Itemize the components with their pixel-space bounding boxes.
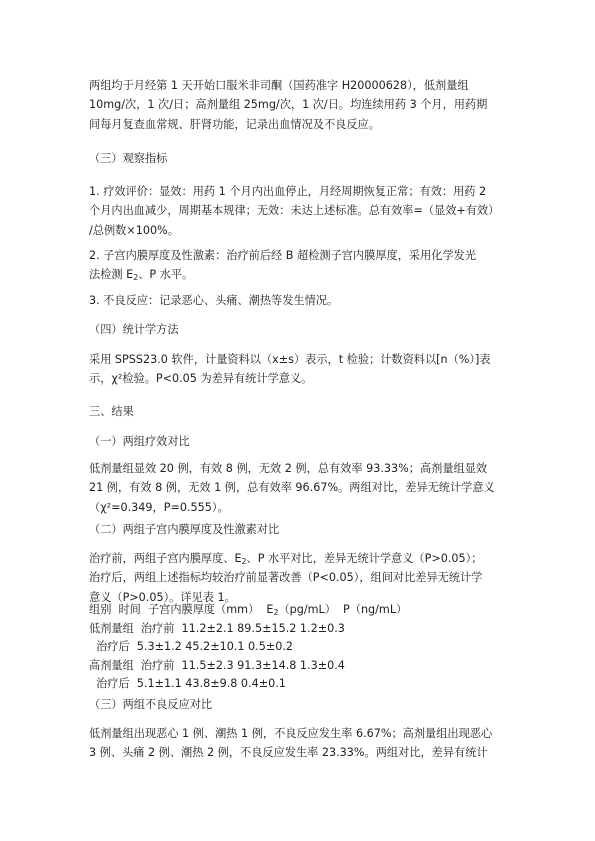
text-segment: 、P 水平。 (138, 268, 194, 282)
subscript: 2 (241, 556, 247, 566)
table-row: 高剂量组 治疗前 11.5±2.3 91.3±14.8 1.3±0.4 (89, 658, 345, 672)
text-line: 低剂量组显效 20 例，有效 8 例，无效 2 例，总有效率 93.33%；高剂量组显效 (89, 462, 488, 475)
table-row: 低剂量组 治疗前 11.2±2.1 89.5±15.2 1.2±0.3 (89, 621, 345, 635)
text-line: （χ²=0.349，P=0.555）。 (89, 500, 229, 514)
paragraph-medication (89, 76, 514, 134)
heading-adverse: （三）两组不良反应对比 (89, 698, 213, 711)
paragraph-endometrium-method (89, 246, 514, 285)
text-line: 示，χ²检验。P<0.05 为差异有统计学意义。 (89, 372, 313, 386)
text-segment: 治疗前，两组子宫内膜厚度、E (89, 552, 242, 565)
text-line: 两组均于月经第 1 天开始口服米非司酮（国药准字 H20000628），低剂量组 (89, 79, 469, 92)
text-line: 采用 SPSS23.0 软件，计量资料以（x±s）表示，t 检验；计数资料以[n（%）]表 (89, 353, 491, 366)
table-row: 治疗后 5.3±1.2 45.2±10.1 0.5±0.2 (89, 640, 294, 654)
text-line: 间每月复查血常规、肝肾功能，记录出血情况及不良反应。 (89, 117, 380, 131)
paragraph-adverse-method: 3. 不良反应：记录恶心、头痛、潮热等发生情况。 (89, 294, 339, 307)
text-line: 3 例、头痛 2 例、潮热 2 例，不良反应发生率 23.33%。两组对比，差异有统计 (89, 746, 488, 760)
text-line: 1. 疗效评价：显效：用药 1 个月内出血停止，月经周期恢复正常；有效：用药 2 (89, 185, 487, 198)
table-row: 治疗后 5.1±1.1 43.8±9.8 0.4±0.1 (89, 677, 286, 691)
text-line: 意义（P>0.05）。详见表 1。 (89, 590, 236, 604)
paragraph-adverse-results (89, 724, 514, 763)
text-segment: 、P 水平对比，差异无统计学意义（P>0.05）； (246, 552, 483, 565)
text-segment: 组别 时间 子宫内膜厚度（mm） E (89, 603, 274, 616)
paragraph-statistics (89, 350, 514, 389)
subscript: 2 (273, 607, 279, 617)
paragraph-endometrium-results (89, 549, 514, 607)
heading-observation: （三）观察指标 (89, 152, 168, 165)
paragraph-efficacy-criteria (89, 182, 514, 240)
text-line: 低剂量组出现恶心 1 例、潮热 1 例，不良反应发生率 6.67%；高剂量组出现恶心 (89, 727, 493, 740)
subscript: 2 (133, 273, 139, 283)
heading-endometrium: （二）两组子宫内膜厚度及性激素对比 (89, 523, 280, 536)
paragraph-efficacy-results (89, 459, 514, 517)
text-line: 治疗后，两组上述指标均较治疗前显著改善（P<0.05），组间对比差异无统计学 (89, 571, 483, 585)
text-segment: （pg/mL） P（ng/mL） (278, 603, 408, 616)
heading-results: 三、结果 (89, 405, 134, 418)
text-line (89, 265, 514, 284)
text-line: /总例数×100%。 (89, 223, 179, 237)
text-line: 10mg/次，1 次/日；高剂量组 25mg/次，1 次/日。均连续用药 3 个月，用药期 (89, 98, 488, 112)
text-line: 个月内出血减少，周期基本规律；无效：未达上述标准。总有效率=（显效+有效） (89, 204, 500, 218)
heading-statistics: （四）统计学方法 (89, 323, 179, 336)
text-line (89, 549, 514, 568)
table-1 (89, 601, 514, 694)
text-segment: 法检测 E (89, 268, 134, 282)
table-header (89, 601, 514, 620)
heading-efficacy: （一）两组疗效对比 (89, 435, 190, 448)
text-line: 2. 子宫内膜厚度及性激素：治疗前后经 B 超检测子宫内膜厚度，采用化学发光 (89, 249, 477, 262)
text-line: 21 例，有效 8 例，无效 1 例，总有效率 96.67%。两组对比，差异无统计学意义 (89, 481, 495, 495)
